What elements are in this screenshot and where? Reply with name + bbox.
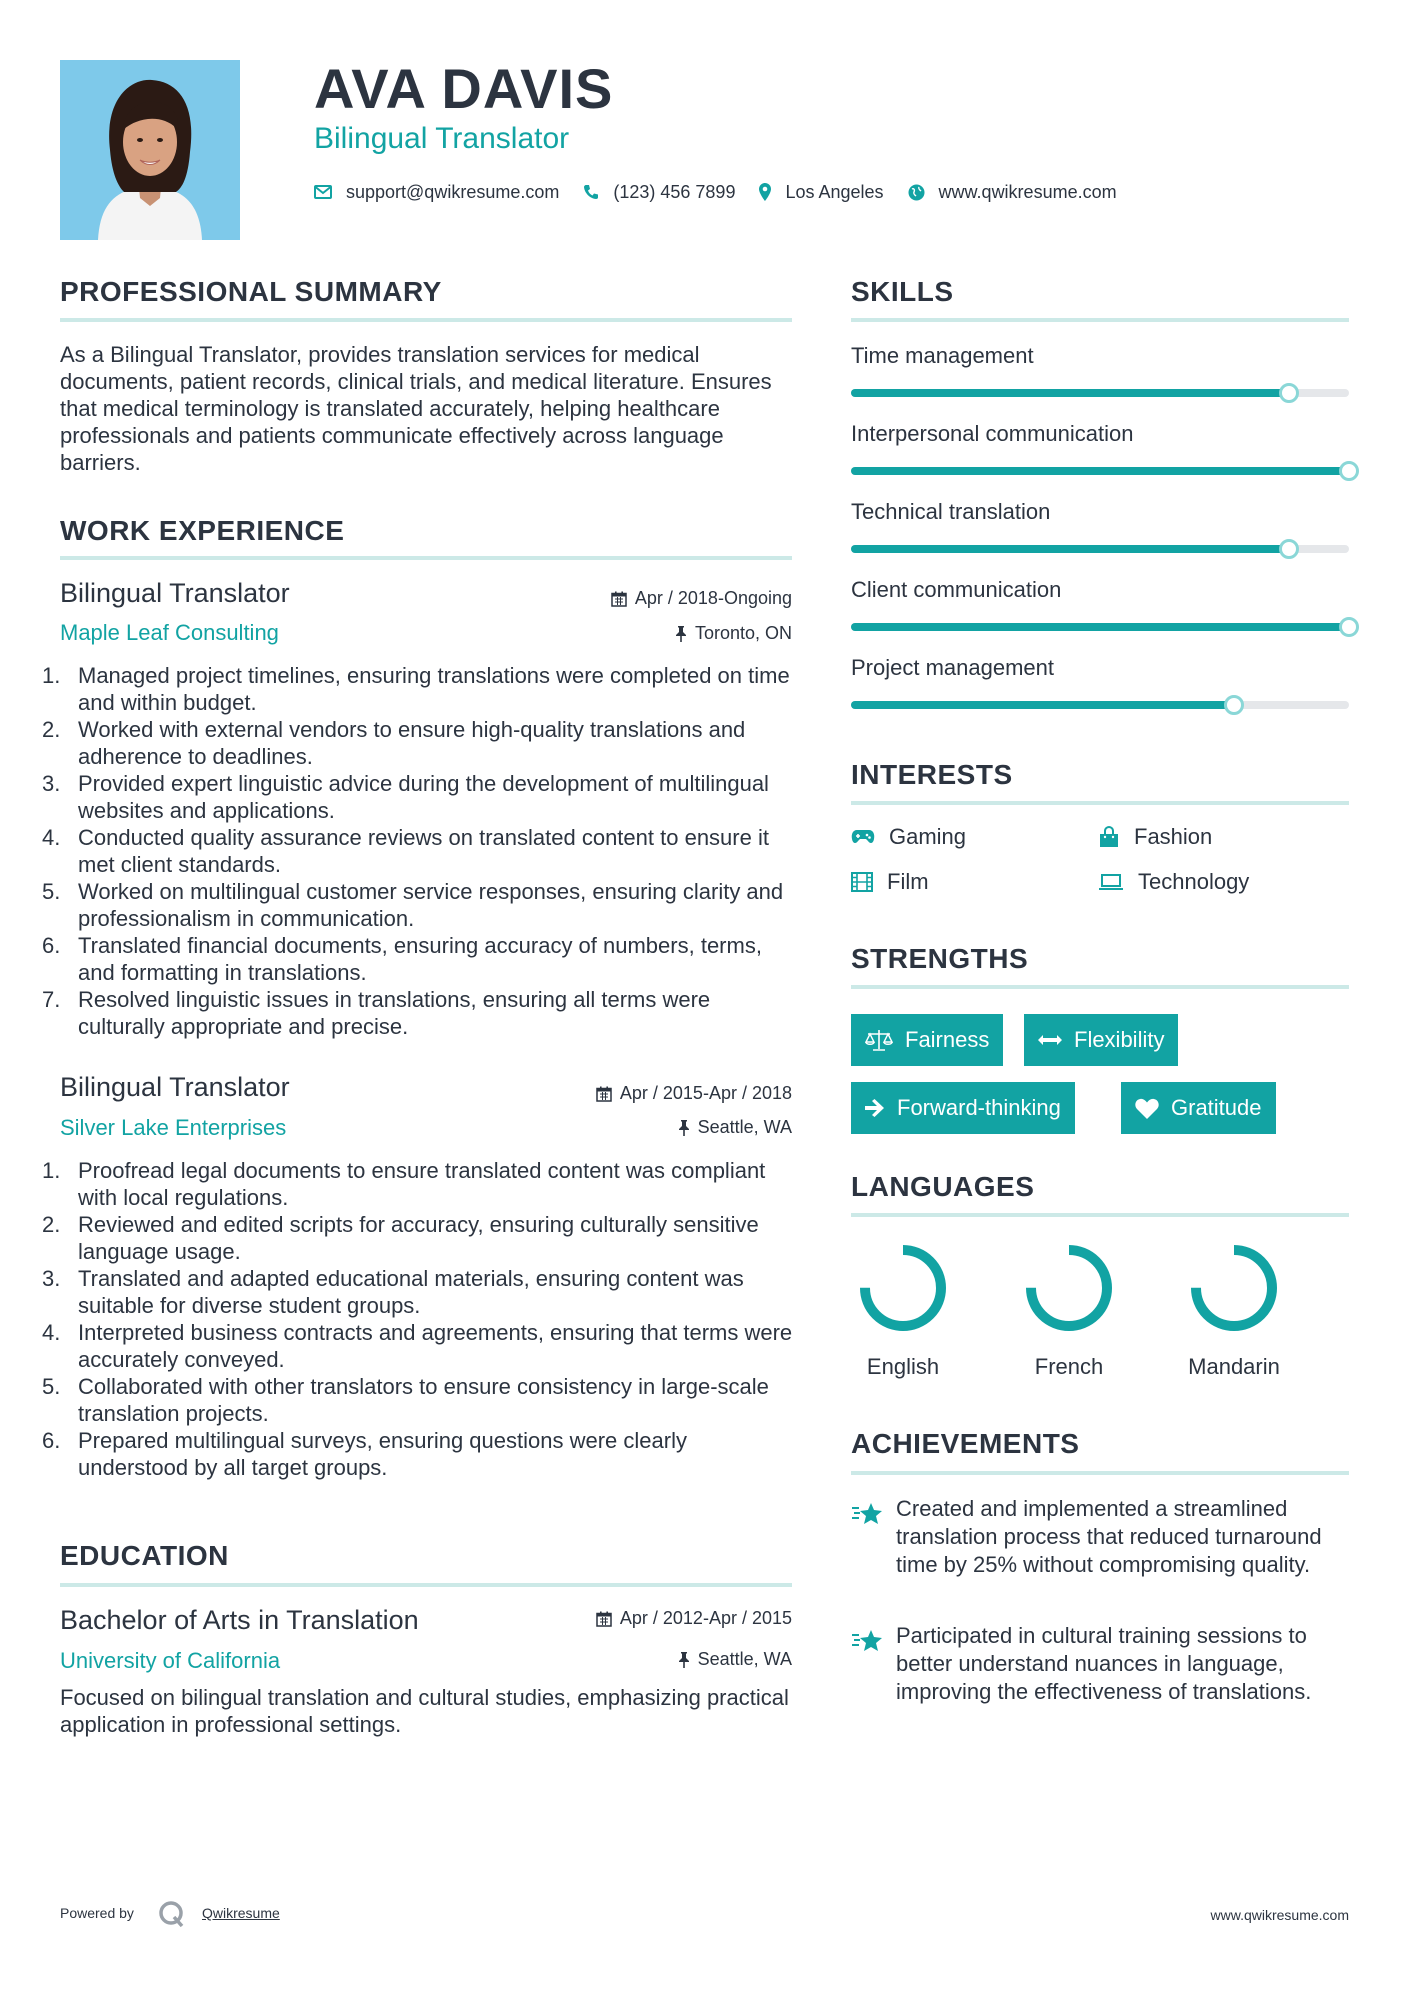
achievement-text: Created and implemented a streamlined translation process that reduced turnaround time by 25% without compromising quality. xyxy=(896,1496,1322,1577)
education-dates-text: Apr / 2012-Apr / 2015 xyxy=(619,1608,792,1628)
list-item: 7. Resolved linguistic issues in translations, ensuring all terms were culturally appropriate and precise. xyxy=(42,987,711,1039)
skill-name: Time management xyxy=(851,343,1034,368)
skill-bar-knob xyxy=(1339,617,1359,637)
skill-name: Interpersonal communication xyxy=(851,421,1134,446)
achievements-heading: ACHIEVEMENTS xyxy=(851,1428,1080,1459)
education-location-text: Seattle, WA xyxy=(697,1649,792,1669)
list-item: 4. Interpreted business contracts and agreements, ensuring that terms were accurately conveyed. xyxy=(42,1320,793,1372)
qwikresume-logo-icon xyxy=(158,1900,186,1928)
list-item: 5. Collaborated with other translators to ensure consistency in large-scale translation projects. xyxy=(42,1374,769,1426)
list-item: 2. Worked with external vendors to ensure high-quality translations and adherence to deadlines. xyxy=(42,717,746,769)
brand-link[interactable]: Qwikresume xyxy=(202,1905,280,1921)
strength-label: Forward-thinking xyxy=(897,1095,1061,1120)
contact-phone[interactable] xyxy=(583,182,735,203)
skill-name: Technical translation xyxy=(851,499,1051,524)
job-title: Bilingual Translator xyxy=(60,578,290,608)
summary-heading: PROFESSIONAL SUMMARY xyxy=(60,276,442,307)
language-label: Mandarin xyxy=(1188,1354,1280,1379)
skill-bar-fill xyxy=(851,545,1289,553)
job-company: Silver Lake Enterprises xyxy=(60,1115,287,1140)
strengths-heading: STRENGTHS xyxy=(851,943,1029,974)
laptop-icon xyxy=(1098,873,1124,891)
job-dates-text: Apr / 2018-Ongoing xyxy=(634,588,792,608)
candidate-role: Bilingual Translator xyxy=(314,122,570,155)
interest-label: Fashion xyxy=(1134,824,1213,849)
website-text: www.qwikresume.com xyxy=(938,181,1117,202)
pushpin-icon xyxy=(675,626,687,642)
degree-title: Bachelor of Arts in Translation xyxy=(60,1605,419,1635)
interest-item xyxy=(851,824,966,850)
powered-by-label: Powered by xyxy=(60,1905,134,1921)
strength-tag xyxy=(1121,1082,1276,1134)
list-item: 3. Provided expert linguistic advice during the development of multilingual websites and applications. xyxy=(42,771,769,823)
shooting-star-icon xyxy=(851,1627,883,1655)
pushpin-icon xyxy=(678,1120,690,1136)
skill-bar-knob xyxy=(1339,461,1359,481)
pushpin-icon xyxy=(678,1652,690,1668)
skill-bar xyxy=(851,701,1349,709)
achievement-text: Participated in cultural training sessions to better understand nuances in language, improving the effectiveness of translations. xyxy=(896,1623,1312,1704)
list-item: 1. Managed project timelines, ensuring translations were completed on time and within budget. xyxy=(42,663,790,715)
candidate-name: AVA DAVIS xyxy=(314,57,614,120)
strength-tag xyxy=(851,1014,1003,1066)
shopping-bag-icon xyxy=(1098,826,1120,848)
interest-label: Gaming xyxy=(889,824,967,849)
interest-label: Film xyxy=(887,869,929,894)
globe-icon xyxy=(908,184,925,201)
arrow-right-icon xyxy=(865,1099,885,1117)
progress-ring xyxy=(1184,1238,1284,1338)
education-heading: EDUCATION xyxy=(60,1540,229,1571)
list-item: 2. Reviewed and edited scripts for accuracy, ensuring culturally sensitive language usage. xyxy=(42,1212,759,1264)
skills-heading: SKILLS xyxy=(851,276,954,307)
skill-name: Client communication xyxy=(851,577,1062,602)
list-item: 6. Translated financial documents, ensuring accuracy of numbers, terms, and formatting in translations. xyxy=(42,933,762,985)
job-dates xyxy=(611,588,792,609)
language-label: French xyxy=(1034,1354,1104,1379)
school-name: University of California xyxy=(60,1648,281,1673)
contact-email[interactable] xyxy=(314,182,559,203)
experience-heading: WORK EXPERIENCE xyxy=(60,515,345,546)
interest-label: Technology xyxy=(1138,869,1250,894)
skill-bar-knob xyxy=(1279,383,1299,403)
list-item: 3. Translated and adapted educational materials, ensuring content was suitable for diverse student groups. xyxy=(42,1266,744,1318)
calendar-icon xyxy=(596,1086,612,1102)
strengths-divider xyxy=(851,985,1349,989)
profile-photo xyxy=(60,60,240,240)
job-location-text: Toronto, ON xyxy=(694,623,792,643)
skill-bar-fill xyxy=(851,623,1349,631)
skill-bar xyxy=(851,467,1349,475)
interest-item xyxy=(851,869,929,895)
progress-ring xyxy=(1019,1238,1119,1338)
education-divider xyxy=(60,1583,792,1587)
language-ring xyxy=(853,1238,953,1338)
skills-divider xyxy=(851,318,1349,322)
education-description: Focused on bilingual translation and cultural studies, emphasizing practical application in professional settings. xyxy=(60,1685,789,1737)
language-ring xyxy=(1184,1238,1284,1338)
skill-bar xyxy=(851,389,1349,397)
skill-bar-knob xyxy=(1279,539,1299,559)
languages-divider xyxy=(851,1213,1349,1217)
skill-bar-fill xyxy=(851,389,1289,397)
job-location xyxy=(675,623,792,644)
shooting-star-icon xyxy=(851,1500,883,1528)
email-text: support@qwikresume.com xyxy=(346,181,560,202)
list-item: 6. Prepared multilingual surveys, ensuring questions were clearly understood by all target groups. xyxy=(42,1428,687,1480)
strength-tag xyxy=(851,1082,1075,1134)
job-dates xyxy=(596,1083,792,1104)
interests-heading: INTERESTS xyxy=(851,759,1013,790)
contact-website[interactable] xyxy=(908,182,1117,203)
skill-bar-fill xyxy=(851,701,1234,709)
interests-divider xyxy=(851,801,1349,805)
calendar-icon xyxy=(611,591,627,607)
skill-bar xyxy=(851,545,1349,553)
envelope-icon xyxy=(314,185,332,199)
languages-heading: LANGUAGES xyxy=(851,1171,1035,1202)
contact-location xyxy=(759,182,883,203)
job-bullets xyxy=(42,1157,800,1481)
summary-text: As a Bilingual Translator, provides translation services for medical documents, patient records, clinical trials, and medical literature. Ensures that medical terminology is translated accurately, helping healthcare professionals and patients communicate effectively across language barriers. xyxy=(60,342,772,475)
strength-label: Flexibility xyxy=(1074,1027,1165,1052)
education-location xyxy=(678,1649,792,1670)
job-dates-text: Apr / 2015-Apr / 2018 xyxy=(619,1083,792,1103)
skill-bar-fill xyxy=(851,467,1349,475)
list-item: 4. Conducted quality assurance reviews on translated content to ensure it met client standards. xyxy=(42,825,769,877)
skill-bar xyxy=(851,623,1349,631)
job-location-text: Seattle, WA xyxy=(697,1117,792,1137)
strength-tag xyxy=(1024,1014,1178,1066)
interest-item xyxy=(1098,824,1212,850)
language-label: English xyxy=(866,1354,940,1379)
phone-icon xyxy=(583,184,599,200)
balance-scale-icon xyxy=(865,1029,893,1051)
heart-icon xyxy=(1135,1098,1159,1119)
location-text: Los Angeles xyxy=(785,181,884,202)
gamepad-icon xyxy=(851,829,875,845)
skill-bar-knob xyxy=(1224,695,1244,715)
interest-item xyxy=(1098,869,1249,895)
strength-label: Gratitude xyxy=(1171,1095,1262,1120)
job-company: Maple Leaf Consulting xyxy=(60,620,279,645)
phone-text: (123) 456 7899 xyxy=(613,181,736,202)
double-arrow-icon xyxy=(1038,1034,1062,1046)
achievements-divider xyxy=(851,1471,1349,1475)
list-item: 5. Worked on multilingual customer service responses, ensuring clarity and professionalism in communication. xyxy=(42,879,784,931)
list-item: 1. Proofread legal documents to ensure translated content was compliant with local regulations. xyxy=(42,1158,766,1210)
strength-label: Fairness xyxy=(905,1027,990,1052)
footer-url[interactable]: www.qwikresume.com xyxy=(1210,1907,1349,1923)
skill-name: Project management xyxy=(851,655,1054,680)
calendar-icon xyxy=(596,1611,612,1627)
experience-divider xyxy=(60,556,792,560)
job-title: Bilingual Translator xyxy=(60,1072,290,1102)
language-ring xyxy=(1019,1238,1119,1338)
portrait-image xyxy=(60,60,240,240)
film-icon xyxy=(851,872,873,892)
map-marker-icon xyxy=(759,183,771,201)
summary-divider xyxy=(60,318,792,322)
progress-ring xyxy=(853,1238,953,1338)
job-bullets xyxy=(42,662,800,1040)
contact-bar xyxy=(314,178,1141,206)
education-dates xyxy=(596,1608,792,1629)
job-location xyxy=(678,1117,792,1138)
